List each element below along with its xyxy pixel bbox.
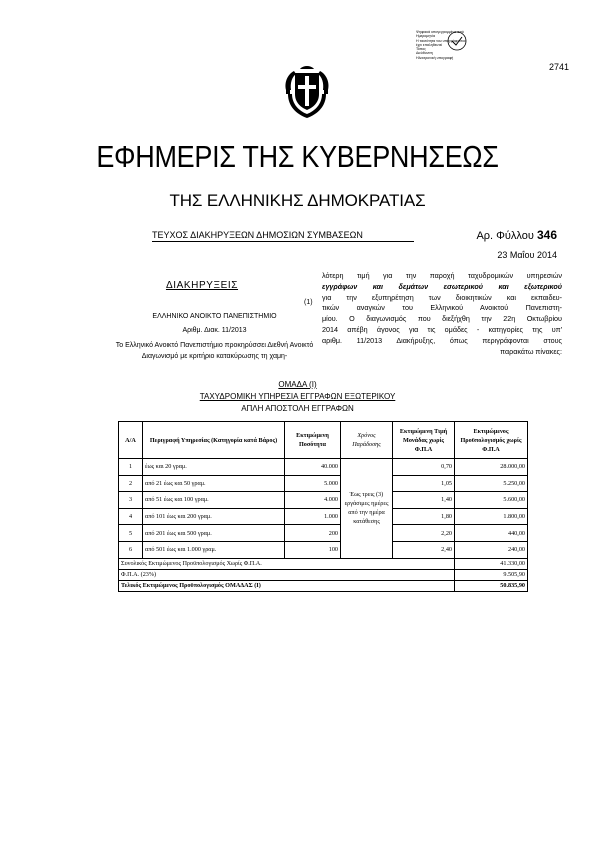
column-header: Χρόνος Παράδοσης [341, 422, 393, 459]
table-row [119, 508, 528, 525]
column-header: Εκτιμώμενη Ποσότητα [285, 422, 341, 459]
estimated-budget: 28.000,00 [455, 459, 528, 476]
paragraph-line: αριθμ. 11/2013 Διακήρυξης, όπως περιγράφονται στους [322, 335, 562, 345]
sheet-number-label: Αρ. Φύλλου [476, 230, 534, 242]
signature-line: Ηλεκτρονική υπογραφή [416, 55, 454, 60]
estimated-quantity: 200 [285, 525, 341, 542]
paragraph-line: 2014 απέβη άγονος για τις ομάδες - κατηγορίες της υπ' [322, 324, 562, 334]
table-row [119, 492, 528, 509]
unit-price: 1,05 [393, 475, 455, 492]
delivery-time: Έως τρεις (3) εργάσιμες ημέρες από την ημέρα κατάθεσης [341, 459, 393, 559]
unit-price: 2,20 [393, 525, 455, 542]
estimated-quantity: 5.000 [285, 475, 341, 492]
estimated-quantity: 40.000 [285, 459, 341, 476]
column-header: Εκτιμώμενη Τιμή Μονάδας χωρίς Φ.Π.Α [393, 422, 455, 459]
section-heading [130, 280, 274, 291]
paragraph-line: για την εξυπηρέτηση των διοικητικών και εκπαιδευ- [322, 292, 562, 302]
estimated-budget: 5.600,00 [455, 492, 528, 509]
weight-category: από 201 έως και 500 γραμ. [143, 525, 285, 542]
paragraph-line: λότερη τιμή για την παροχή ταχυδρομικών υπηρεσιών [322, 271, 562, 280]
estimated-budget: 440,00 [455, 525, 528, 542]
table-row [119, 459, 528, 476]
paragraph-line: μίου. Ο διαγωνισμός που διεξήχθη την 22η Οκτωβρίου [322, 314, 562, 324]
notice-intro-paragraph: Το Ελληνικό Ανοικτό Πανεπιστήμιο προκηρύσσει Διεθνή Ανοικτό Διαγωνισμό με κριτήριο κατακύρωσης τη χαμη- [115, 342, 314, 360]
issuer-name: ΕΛΛΗΝΙΚΟ ΑΝΟΙΚΤΟ ΠΑΝΕΠΙΣΤΗΜΙΟ [152, 313, 277, 320]
notice-body-paragraph [322, 271, 562, 357]
paragraph-line: τικών αναγκών του Ελληνικού Ανοικτού Πανεπιστη- [322, 303, 562, 313]
signature-line: Ψηφιακά υπογεγραμμένο από [416, 30, 464, 34]
signature-line: Η ταυτότητα του υπογράφοντος [416, 38, 467, 43]
unit-price: 0,70 [393, 459, 455, 476]
estimated-budget: 5.250,00 [455, 475, 528, 492]
estimated-quantity: 4.000 [285, 492, 341, 509]
summary-row [119, 558, 528, 569]
series-underline [152, 241, 414, 242]
summary-value: 9.505,90 [455, 569, 528, 580]
table-row [119, 525, 528, 542]
column-header: Εκτιμώμενος Προϋπολογισμός χωρίς Φ.Π.Α [455, 422, 528, 459]
digital-signature-block [416, 30, 470, 60]
column-header: Περιγραφή Υπηρεσίας (Κατηγορία κατά Βάρος) [143, 422, 285, 459]
estimated-budget: 1.800,00 [455, 508, 528, 525]
column-header: Α/Α [119, 422, 143, 459]
estimated-quantity: 1.000 [285, 508, 341, 525]
summary-value: 50.835,90 [455, 580, 528, 591]
table-header-row [119, 422, 528, 459]
summary-label: Φ.Π.Α. (23%) [119, 569, 455, 580]
signature-line: Τόπος [416, 47, 426, 52]
row-number: 1 [119, 459, 143, 476]
group-service: ΤΑΧΥΔΡΟΜΙΚΗ ΥΠΗΡΕΣΙΑ ΕΓΓΡΑΦΩΝ ΕΞΩΤΕΡΙΚΟΥ [199, 392, 396, 401]
page-number: 2741 [548, 62, 569, 72]
paragraph-line: παρακάτω πίνακες: [500, 346, 562, 356]
row-number: 5 [119, 525, 143, 542]
row-number: 3 [119, 492, 143, 509]
group-title: ΟΜΑΔΑ (I) [278, 380, 317, 389]
summary-value: 41.330,00 [455, 558, 528, 569]
weight-category: έως και 20 γραμ. [143, 459, 285, 476]
issue-date: 23 Μαΐου 2014 [497, 250, 557, 260]
group-subservice: ΑΠΛΗ ΑΠΟΣΤΟΛΗ ΕΓΓΡΑΦΩΝ [241, 404, 354, 413]
weight-category: από 101 έως και 200 γραμ. [143, 508, 285, 525]
gazette-title: ΕΦΗΜΕΡΙΣ ΤΗΣ ΚΥΒΕΡΝΗΣΕΩΣ [96, 140, 499, 174]
signature-line: Ημερομηνία [416, 34, 436, 39]
sheet-number [476, 228, 557, 242]
table-row [119, 541, 528, 558]
paragraph-line: εγγράφων και δεμάτων εσωτερικού και εξωτερικού [322, 281, 562, 291]
section-title: ΔΙΑΚΗΡΥΞΕΙΣ [165, 280, 239, 291]
table-row [119, 475, 528, 492]
unit-price: 2,40 [393, 541, 455, 558]
summary-label: Συνολικός Εκτιμώμενος Προϋπολογισμός Χωρίς Φ.Π.Α. [119, 558, 455, 569]
unit-price: 1,40 [393, 492, 455, 509]
sheet-number-value: 346 [536, 228, 557, 242]
signature-line: έχει επαληθευτεί [416, 42, 443, 47]
budget-table [118, 421, 528, 592]
estimated-quantity: 100 [285, 541, 341, 558]
weight-category: από 501 έως και 1.000 γραμ. [143, 541, 285, 558]
estimated-budget: 240,00 [455, 541, 528, 558]
summary-row [119, 569, 528, 580]
weight-category: από 51 έως και 100 γραμ. [143, 492, 285, 509]
unit-price: 1,80 [393, 508, 455, 525]
signature-seal-icon [446, 30, 468, 52]
row-number: 6 [119, 541, 143, 558]
notice-reference: Αριθμ. Διακ. 11/2013 [182, 327, 247, 334]
summary-row [119, 580, 528, 591]
notice-marker: (1) [304, 299, 313, 306]
issue-series: ΤΕΥΧΟΣ ΔΙΑΚΗΡΥΞΕΩΝ ΔΗΜΟΣΙΩΝ ΣΥΜΒΑΣΕΩΝ [152, 230, 363, 240]
weight-category: από 21 έως και 50 γραμ. [143, 475, 285, 492]
signature-line: Διεύθυνση [416, 51, 433, 56]
summary-label: Τελικός Εκτιμώμενος Προϋπολογισμός ΟΜΑΔΑΣ (I) [119, 580, 455, 591]
coat-of-arms-icon [282, 60, 332, 122]
row-number: 2 [119, 475, 143, 492]
row-number: 4 [119, 508, 143, 525]
gazette-subtitle: ΤΗΣ ΕΛΛΗΝΙΚΗΣ ΔΗΜΟΚΡΑΤΙΑΣ [169, 191, 426, 210]
